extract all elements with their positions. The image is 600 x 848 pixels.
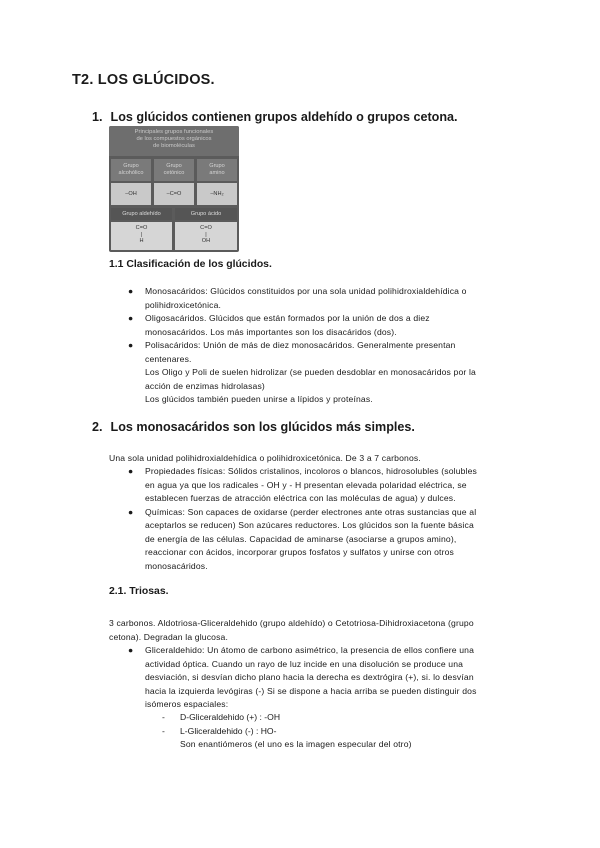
- list-item: [162, 725, 280, 739]
- list-item-line: establecen fuerzas de atracción eléctrica con las moléculas de agua) y dulces.: [145, 493, 456, 503]
- photo-formula-line: |: [140, 231, 143, 238]
- paragraph-line: Los Oligo y Poli de suelen hidrolizar (se pueden desdoblar en monosacáridos por la: [145, 367, 476, 377]
- section-2-heading: [92, 420, 415, 434]
- list-item-line: hacia la izquierda levógiras (-) Si se dispone a hacia arriba se pueden distinguir dos: [145, 685, 477, 696]
- list-item-text: D-Gliceraldehido (+) : -OH: [180, 712, 281, 722]
- section-2-title: Los monosacáridos son los glúcidos más simples.: [110, 420, 415, 434]
- photo-label-text: Grupo: [209, 163, 225, 169]
- photo-label-text: amino: [209, 170, 225, 176]
- photo-formula-line: |: [205, 231, 207, 238]
- paragraph-line: cetona). Degradan la glucosa.: [109, 631, 229, 642]
- list-item: [162, 711, 280, 725]
- bullet-icon: ●: [128, 506, 134, 517]
- list-item-text: L-Gliceraldehido (-) : HO-: [180, 725, 277, 736]
- triosas-intro: [109, 617, 529, 644]
- list-item-line: aceptarlos se reducen) Son azúcares reductores. Los glúcidos son la fuente básica: [145, 520, 474, 530]
- dash-icon: -: [162, 725, 165, 736]
- paragraph-line: acción de enzimas hidrolasas): [145, 380, 265, 391]
- photo-header-line: Principales grupos funcionales: [134, 129, 214, 135]
- photo-label-text: cetónico: [163, 170, 185, 176]
- properties-list: [128, 465, 523, 573]
- paragraph-line: 3 carbonos. Aldotriosa-Gliceraldehido (grupo aldehído) o Cetotriosa-Dihidroxiacetona (grupo: [109, 618, 474, 628]
- list-item-line: monosacáridos. Los más importantes son los disacáridos (dos).: [145, 326, 397, 337]
- list-item: [128, 644, 523, 712]
- list-item-line: desviación, si desvían dicho plano hacia la derecha es dextrógira (+), si. lo desvían: [145, 672, 474, 682]
- photo-value-ketone: –C=O: [154, 183, 194, 205]
- photo-label-alcohol: [111, 159, 151, 181]
- photo-header: [109, 126, 239, 156]
- bullet-icon: ●: [128, 313, 134, 323]
- photo-label-text: Grupo: [166, 163, 182, 169]
- page-title: T2. LOS GLÚCIDOS.: [72, 72, 215, 88]
- functional-groups-photo: [109, 126, 239, 252]
- dash-icon: -: [162, 712, 165, 722]
- list-item: [128, 465, 523, 506]
- photo-value-amino: –NH₂: [197, 183, 237, 205]
- list-item-line: isómeros espaciales:: [145, 699, 229, 709]
- photo-label-text: Grupo: [123, 163, 139, 169]
- list-item: [128, 506, 523, 574]
- photo-value-acid: [175, 222, 237, 250]
- photo-formula-line: H: [139, 238, 144, 244]
- photo-label-aldehyde: Grupo aldehído: [111, 208, 172, 220]
- photo-header-line: de biomoléculas: [153, 143, 195, 149]
- subsection-1-1-heading: 1.1 Clasificación de los glúcidos.: [109, 259, 272, 270]
- list-item-line: Gliceraldehido: Un átomo de carbono asimétrico, la presencia de ellos confiere una: [145, 645, 475, 655]
- photo-header-line: de los compuestos orgánicos: [136, 136, 212, 142]
- list-item-line: centenares.: [145, 353, 192, 364]
- bullet-icon: ●: [128, 645, 134, 655]
- list-item-line: Monosacáridos: Glúcidos constituidos por una sola unidad polihidroxialdehídica o: [145, 286, 467, 296]
- section-1-title: Los glúcidos contienen grupos aldehído o grupos cetona.: [110, 110, 458, 124]
- section-2-number: 2.: [92, 420, 103, 434]
- bullet-icon: ●: [128, 286, 134, 296]
- photo-label-amino: [197, 159, 237, 181]
- list-item-line: polihidroxicetónica.: [145, 299, 222, 310]
- section-1-heading: [92, 110, 458, 124]
- isomer-list: [162, 711, 280, 738]
- list-item-line: actividad óptica. Cuando un rayo de luz incide en una disolución se produce una: [145, 658, 464, 669]
- photo-value-aldehyde: [111, 222, 172, 250]
- list-item: [128, 285, 523, 312]
- list-item-line: Oligosacáridos. Glúcidos que están formados por la unión de dos a diez: [145, 313, 430, 323]
- photo-label-acid: Grupo ácido: [175, 208, 237, 220]
- bullet-icon: ●: [128, 466, 134, 476]
- photo-label-ketone: [154, 159, 194, 181]
- photo-formula-line: C=O: [135, 225, 148, 231]
- enantiomer-note: Son enantiómeros (el uno es la imagen especular del otro): [180, 739, 412, 749]
- bullet-icon: ●: [128, 340, 134, 350]
- photo-value-alcohol: –OH: [111, 183, 151, 205]
- section-1-number: 1.: [92, 110, 103, 124]
- list-item-line: reaccionar con ácidos, incorporar grupos fosfatos y sulfatos y unirse con otros: [145, 547, 454, 557]
- list-item: [128, 339, 523, 366]
- list-item-line: Polisacáridos: Unión de más de diez monosacáridos. Generalmente presentan: [145, 340, 456, 350]
- gliceraldehido-list: [128, 644, 523, 712]
- list-item: [128, 312, 523, 339]
- photo-formula-line: C=O: [200, 225, 212, 231]
- list-item-line: de energía de las células. Capacidad de aminarse (asociarse a grupos amino),: [145, 533, 457, 544]
- subsection-2-1-heading: 2.1. Triosas.: [109, 586, 169, 597]
- photo-label-text: alcohólico: [118, 170, 144, 176]
- paragraph-line: Los glúcidos también pueden unirse a lípidos y proteínas.: [145, 394, 373, 404]
- list-item-line: Propiedades físicas: Sólidos cristalinos, incoloros o blancos, hidrosolubles (solubles: [145, 466, 477, 476]
- list-item-line: Químicas: Son capaces de oxidarse (perder electrones ante otras sustancias que al: [145, 506, 477, 517]
- list-item-line: monosacáridos.: [145, 560, 208, 571]
- classification-list: [128, 285, 523, 407]
- list-item-line: en agua ya que los radicales - OH y - H presentan elevada polaridad eléctrica, se: [145, 479, 467, 490]
- section-2-intro: Una sola unidad polihidroxialdehídica o polihidroxicetónica. De 3 a 7 carbonos.: [109, 453, 421, 463]
- photo-formula-line: OH: [201, 238, 211, 244]
